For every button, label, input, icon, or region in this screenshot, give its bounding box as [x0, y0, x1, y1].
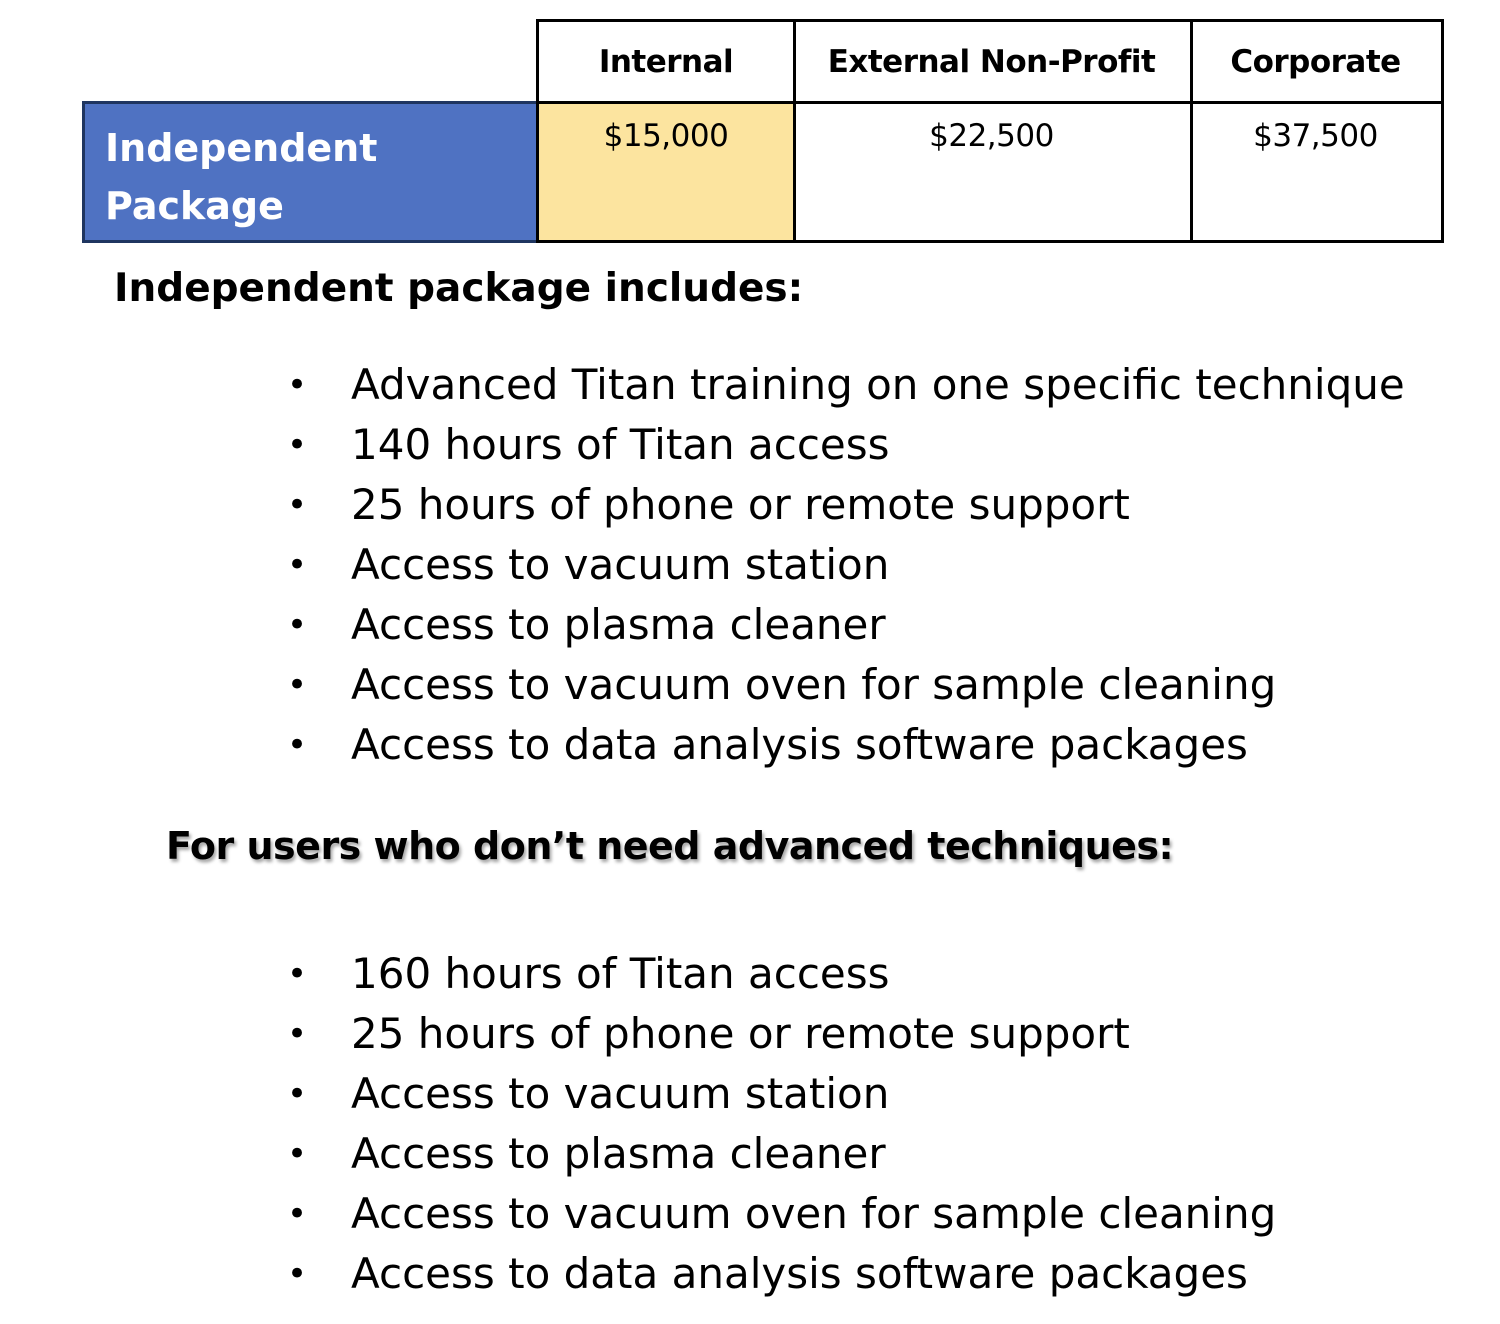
list-item-text: Access to plasma cleaner: [351, 1129, 886, 1178]
header-internal: [536, 19, 796, 104]
bullet-icon: •: [286, 485, 308, 525]
list-item-text: Advanced Titan training on one specific technique: [351, 360, 1405, 409]
bullet-icon: •: [286, 1134, 308, 1174]
price-external-non-profit-value: $22,500: [929, 118, 1054, 154]
bullet-icon: •: [286, 1074, 308, 1114]
price-corporate: [1190, 101, 1444, 243]
list-item-text: Access to vacuum station: [351, 540, 890, 589]
bullet-icon: •: [286, 605, 308, 645]
price-external-non-profit: [793, 101, 1193, 243]
list-item-text: 25 hours of phone or remote support: [351, 1009, 1130, 1058]
basic-users-heading: For users who don’t need advanced techniques:: [166, 824, 1174, 868]
pricing-table: [82, 19, 1444, 243]
includes-heading: Independent package includes:: [114, 266, 804, 311]
price-internal-value: $15,000: [603, 118, 729, 154]
header-internal-label: Internal: [598, 43, 734, 80]
row-label-line-2: Package: [105, 184, 284, 228]
row-label-line-1: Independent: [105, 126, 378, 170]
list-item-text: Access to data analysis software packages: [351, 1249, 1248, 1298]
bullet-icon: •: [286, 954, 308, 994]
header-corporate-label: Corporate: [1230, 43, 1401, 80]
list-item-text: Access to vacuum oven for sample cleaning: [351, 1189, 1277, 1238]
header-external-non-profit: [793, 19, 1193, 104]
header-corporate: [1190, 19, 1444, 104]
list-item-text: Access to data analysis software packages: [351, 720, 1248, 769]
bullet-icon: •: [286, 725, 308, 765]
price-internal: [536, 101, 796, 243]
list-item-text: 140 hours of Titan access: [351, 420, 890, 469]
bullet-icon: •: [286, 1254, 308, 1294]
bullet-icon: •: [286, 365, 308, 405]
bullet-icon: •: [286, 1194, 308, 1234]
bullet-icon: •: [286, 425, 308, 465]
header-external-non-profit-label: External Non-Profit: [827, 43, 1156, 80]
list-item-text: 160 hours of Titan access: [351, 949, 890, 998]
list-item-text: Access to vacuum station: [351, 1069, 890, 1118]
bullet-icon: •: [286, 1014, 308, 1054]
bullet-icon: •: [286, 665, 308, 705]
row-label-independent-package: [82, 101, 539, 243]
bullet-icon: •: [286, 545, 308, 585]
list-item-text: 25 hours of phone or remote support: [351, 480, 1130, 529]
list-item-text: Access to plasma cleaner: [351, 600, 886, 649]
price-corporate-value: $37,500: [1253, 118, 1378, 154]
list-item-text: Access to vacuum oven for sample cleaning: [351, 660, 1277, 709]
